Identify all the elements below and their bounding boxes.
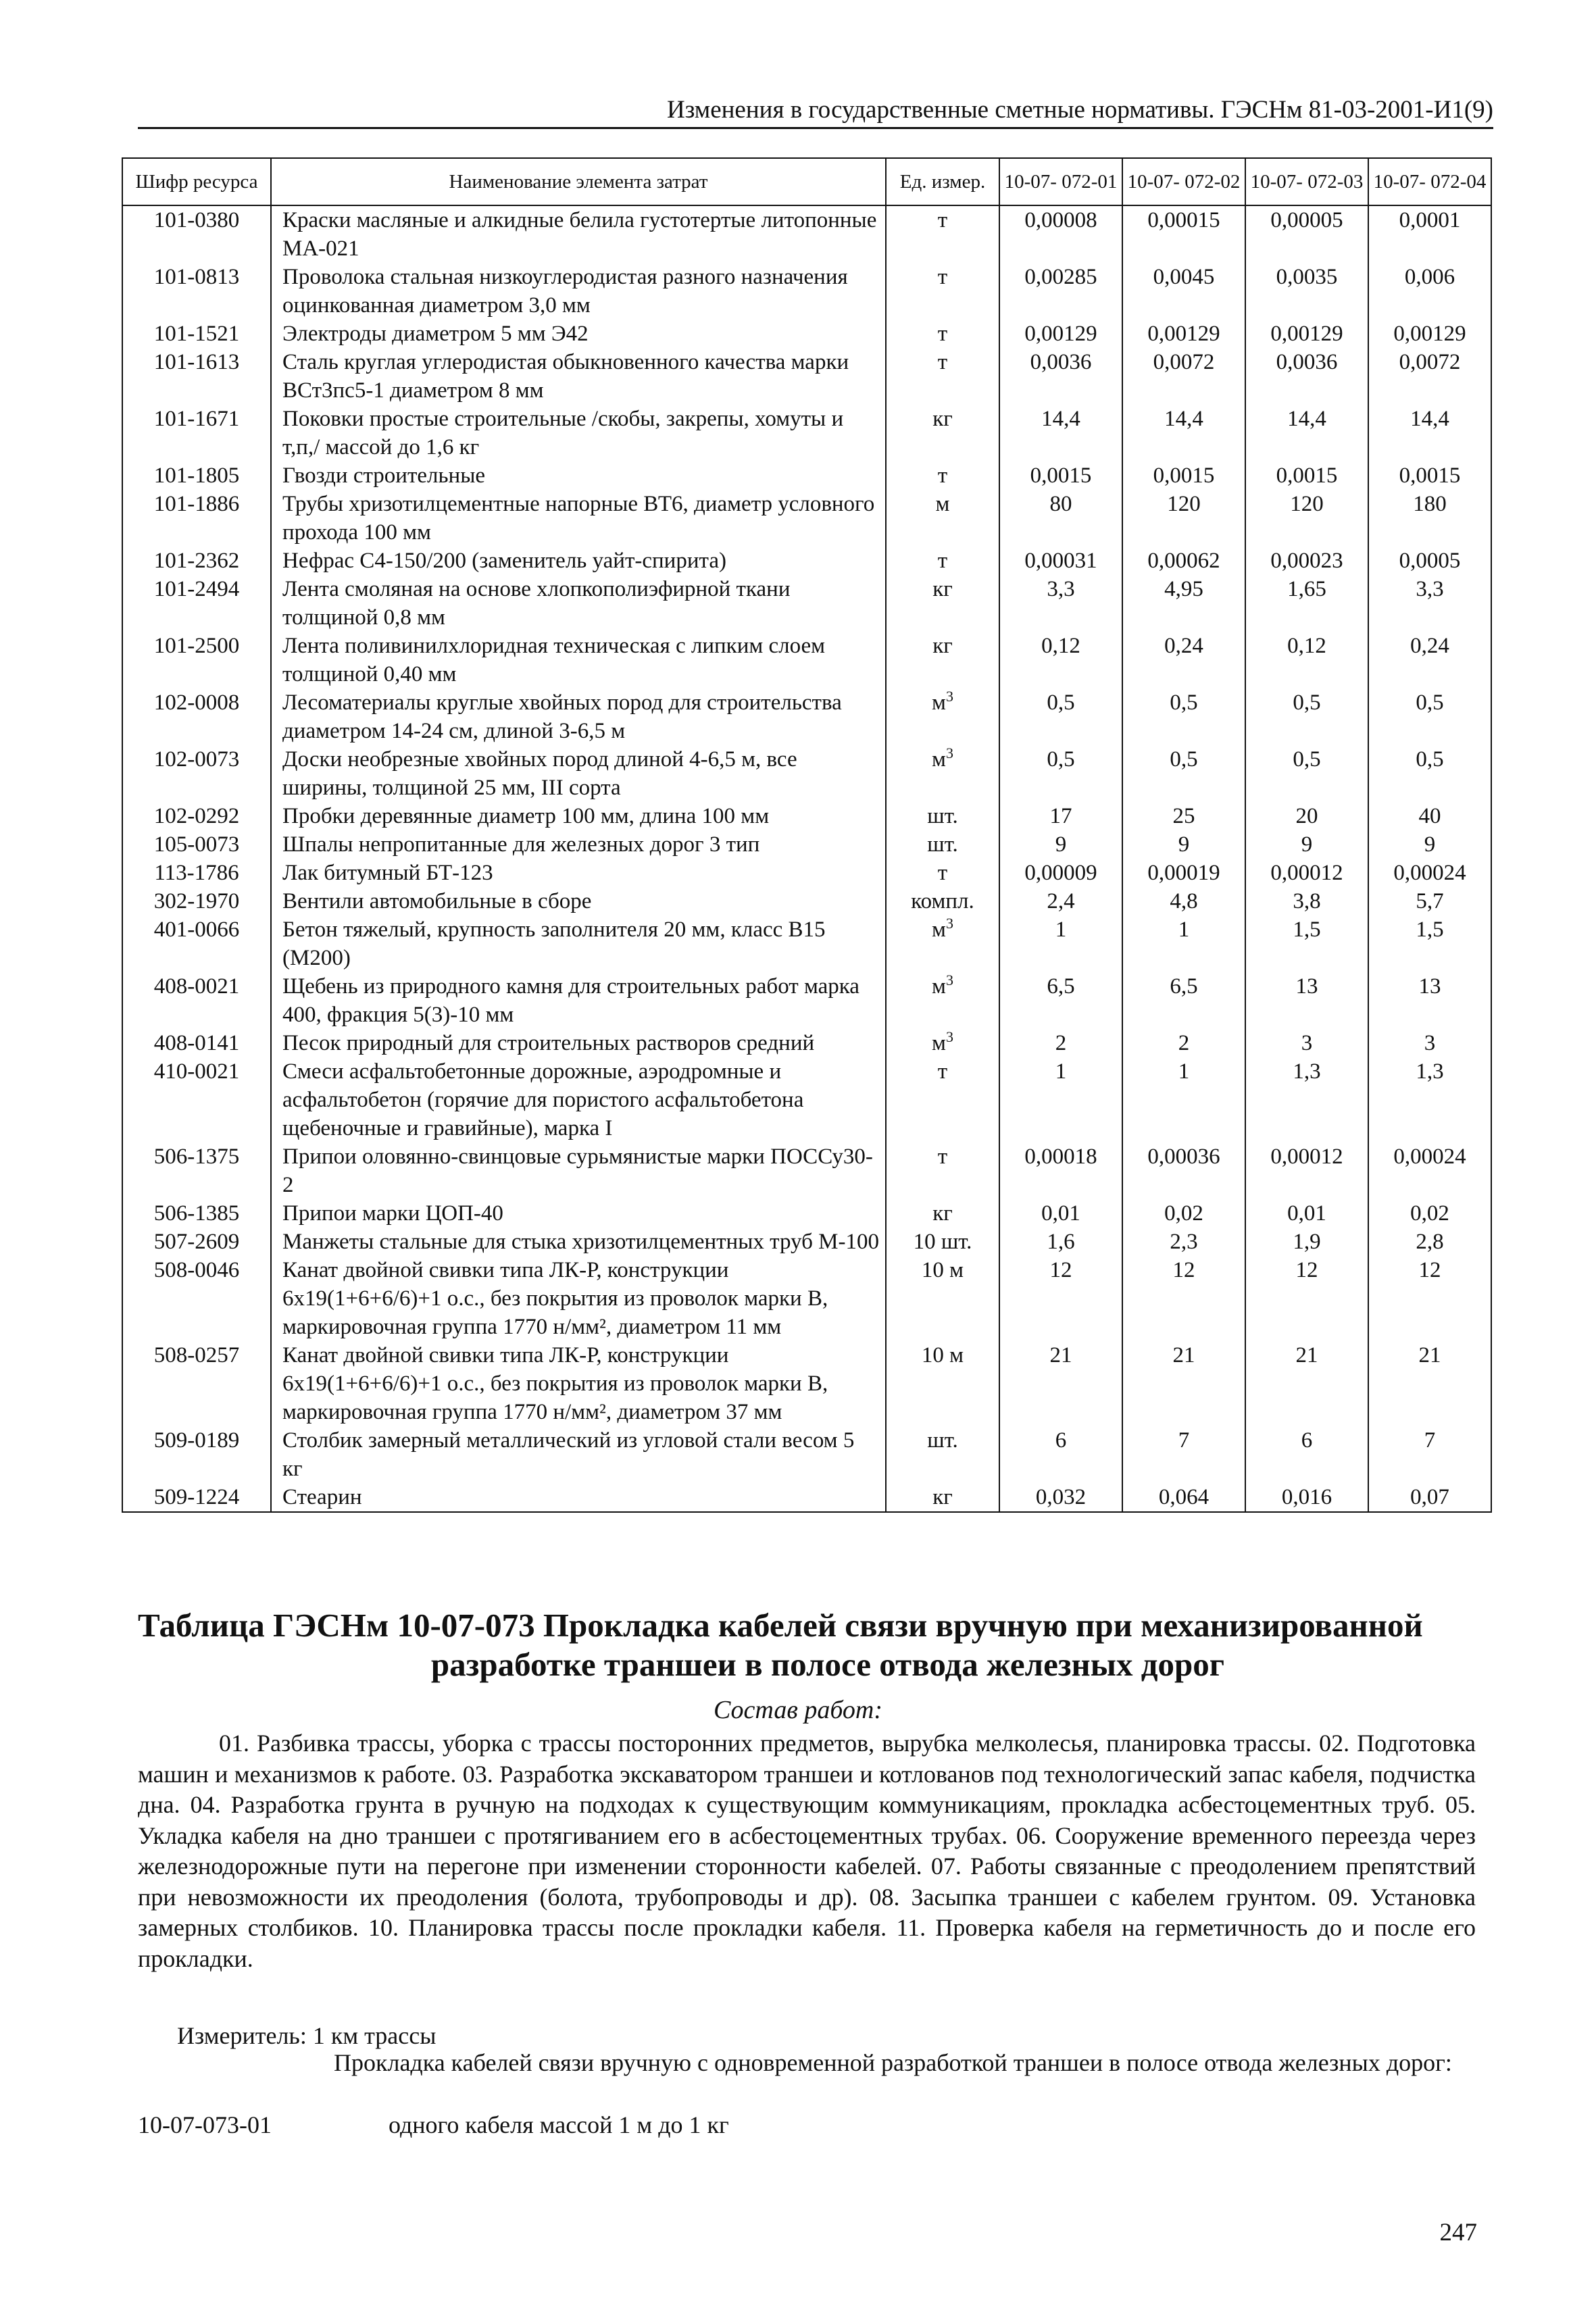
value-072-04: 0,00024 [1368, 1142, 1491, 1199]
value-072-03: 0,01 [1245, 1199, 1368, 1228]
resource-unit: 10 м [886, 1341, 999, 1426]
value-072-02: 0,00062 [1122, 547, 1245, 575]
resource-code: 101-2500 [122, 632, 271, 688]
value-072-03: 3 [1245, 1029, 1368, 1057]
resource-name: Поковки простые строительные /скобы, закрепы, хомуты и т,п,/ массой до 1,6 кг [271, 405, 886, 461]
table-row [122, 490, 1491, 547]
value-072-04: 2,8 [1368, 1228, 1491, 1256]
unit-base: м [932, 1031, 946, 1055]
resource-code: 101-2494 [122, 575, 271, 632]
resource-name: Манжеты стальные для стыка хризотилцементных труб М-100 [271, 1228, 886, 1256]
resource-code: 507-2609 [122, 1228, 271, 1256]
value-072-02: 14,4 [1122, 405, 1245, 461]
meter-line: Измеритель: 1 км трассы [177, 2022, 437, 2049]
resource-code: 408-0021 [122, 972, 271, 1029]
value-072-02: 0,0045 [1122, 263, 1245, 320]
table-row [122, 745, 1491, 802]
table-row [122, 575, 1491, 632]
table-row [122, 205, 1491, 263]
resource-name: Канат двойной свивки типа ЛК-Р, конструкции 6х19(1+6+6/6)+1 о.с., без покрытия из проволок марки В, маркировочная группа 1770 н/мм², диаметром 11 мм [271, 1256, 886, 1341]
value-072-01: 0,5 [999, 688, 1122, 745]
value-072-04: 180 [1368, 490, 1491, 547]
resource-code: 401-0066 [122, 915, 271, 972]
resource-name: Лента смоляная на основе хлопкополиэфирной ткани толщиной 0,8 мм [271, 575, 886, 632]
value-072-03: 14,4 [1245, 405, 1368, 461]
value-072-03: 0,00012 [1245, 859, 1368, 887]
value-072-03: 3,8 [1245, 887, 1368, 915]
work-group-title: Прокладка кабелей связи вручную с одновременной разработкой траншеи в полосе отвода железных дорог: [334, 2049, 1452, 2076]
value-072-03: 6 [1245, 1426, 1368, 1483]
work-item-name: одного кабеля массой 1 м до 1 кг [389, 2111, 729, 2138]
value-072-04: 3,3 [1368, 575, 1491, 632]
value-072-04: 12 [1368, 1256, 1491, 1341]
resource-name: Бетон тяжелый, крупность заполнителя 20 мм, класс В15 (М200) [271, 915, 886, 972]
col-header-code: Шифр ресурса [122, 158, 271, 205]
table-row [122, 1228, 1491, 1256]
resource-unit: кг [886, 1199, 999, 1228]
value-072-03: 120 [1245, 490, 1368, 547]
value-072-01: 17 [999, 802, 1122, 830]
table-row [122, 1199, 1491, 1228]
value-072-03: 21 [1245, 1341, 1368, 1426]
unit-base: м [932, 747, 946, 772]
value-072-02: 1 [1122, 915, 1245, 972]
value-072-01: 2 [999, 1029, 1122, 1057]
table-row [122, 405, 1491, 461]
value-072-04: 1,3 [1368, 1057, 1491, 1142]
resource-unit: 10 м [886, 1256, 999, 1341]
resource-unit: м [886, 490, 999, 547]
value-072-01: 0,01 [999, 1199, 1122, 1228]
value-072-02: 0,00015 [1122, 205, 1245, 263]
resource-unit: т [886, 263, 999, 320]
resource-name: Гвозди строительные [271, 461, 886, 490]
table-header-row [122, 158, 1491, 205]
resource-unit [886, 745, 999, 802]
resource-unit [886, 1029, 999, 1057]
resource-name: Припои марки ЦОП-40 [271, 1199, 886, 1228]
value-072-03: 0,0035 [1245, 263, 1368, 320]
resource-unit: кг [886, 1483, 999, 1512]
value-072-02: 120 [1122, 490, 1245, 547]
value-072-03: 0,00005 [1245, 205, 1368, 263]
resource-name: Нефрас С4-150/200 (заменитель уайт-спирита) [271, 547, 886, 575]
composition-label: Состав работ: [713, 1696, 883, 1724]
resource-code: 101-1805 [122, 461, 271, 490]
table-row [122, 1142, 1491, 1199]
resource-name: Стеарин [271, 1483, 886, 1512]
resource-name: Трубы хризотилцементные напорные ВТ6, диаметр условного прохода 100 мм [271, 490, 886, 547]
resource-name: Сталь круглая углеродистая обыкновенного качества марки ВСт3пс5-1 диаметром 8 мм [271, 348, 886, 405]
col-header-c4: 10-07- 072-04 [1368, 158, 1491, 205]
value-072-04: 0,0072 [1368, 348, 1491, 405]
resource-unit: 10 шт. [886, 1228, 999, 1256]
value-072-02: 7 [1122, 1426, 1245, 1483]
resource-code: 101-2362 [122, 547, 271, 575]
resource-unit: шт. [886, 830, 999, 859]
value-072-02: 0,5 [1122, 745, 1245, 802]
table-row [122, 1057, 1491, 1142]
resource-name: Смеси асфальтобетонные дорожные, аэродромные и асфальтобетон (горячие для пористого асфальтобетона щебеночные и гравийные), марка I [271, 1057, 886, 1142]
value-072-04: 13 [1368, 972, 1491, 1029]
value-072-04: 0,07 [1368, 1483, 1491, 1512]
value-072-03: 12 [1245, 1256, 1368, 1341]
resource-name: Доски необрезные хвойных пород длиной 4-6,5 м, все ширины, толщиной 25 мм, III сорта [271, 745, 886, 802]
unit-superscript: 3 [945, 745, 953, 761]
table-row [122, 461, 1491, 490]
resource-unit [886, 688, 999, 745]
resource-code: 102-0073 [122, 745, 271, 802]
value-072-04: 0,00024 [1368, 859, 1491, 887]
value-072-04: 0,5 [1368, 688, 1491, 745]
value-072-01: 1 [999, 915, 1122, 972]
value-072-01: 0,5 [999, 745, 1122, 802]
value-072-02: 25 [1122, 802, 1245, 830]
table-row [122, 802, 1491, 830]
resource-name: Шпалы непропитанные для железных дорог 3 тип [271, 830, 886, 859]
table-row [122, 1029, 1491, 1057]
table-row [122, 320, 1491, 348]
resource-unit: т [886, 859, 999, 887]
resource-code: 102-0292 [122, 802, 271, 830]
col-header-name: Наименование элемента затрат [271, 158, 886, 205]
resource-unit: кг [886, 405, 999, 461]
resource-name: Электроды диаметром 5 мм Э42 [271, 320, 886, 348]
table-row [122, 348, 1491, 405]
resource-code: 101-1613 [122, 348, 271, 405]
col-header-c3: 10-07- 072-03 [1245, 158, 1368, 205]
resource-code: 509-1224 [122, 1483, 271, 1512]
resource-name: Канат двойной свивки типа ЛК-Р, конструкции 6х19(1+6+6/6)+1 о.с., без покрытия из проволок марки В, маркировочная группа 1770 н/мм², диаметром 37 мм [271, 1341, 886, 1426]
resource-code: 113-1786 [122, 859, 271, 887]
value-072-03: 9 [1245, 830, 1368, 859]
value-072-02: 0,24 [1122, 632, 1245, 688]
resource-name: Песок природный для строительных растворов средний [271, 1029, 886, 1057]
resource-code: 101-0813 [122, 263, 271, 320]
unit-superscript: 3 [945, 688, 953, 705]
value-072-04: 0,02 [1368, 1199, 1491, 1228]
resource-code: 508-0257 [122, 1341, 271, 1426]
resource-name: Лесоматериалы круглые хвойных пород для строительства диаметром 14-24 см, длиной 3-6,5 м [271, 688, 886, 745]
resource-code: 102-0008 [122, 688, 271, 745]
value-072-04: 0,5 [1368, 745, 1491, 802]
value-072-04: 0,0015 [1368, 461, 1491, 490]
value-072-01: 0,00009 [999, 859, 1122, 887]
value-072-04: 7 [1368, 1426, 1491, 1483]
unit-superscript: 3 [945, 972, 953, 988]
value-072-01: 0,12 [999, 632, 1122, 688]
resource-name: Лак битумный БТ-123 [271, 859, 886, 887]
resource-code: 105-0073 [122, 830, 271, 859]
resource-code: 101-1886 [122, 490, 271, 547]
resource-unit: компл. [886, 887, 999, 915]
value-072-03: 20 [1245, 802, 1368, 830]
value-072-02: 0,0015 [1122, 461, 1245, 490]
value-072-04: 0,24 [1368, 632, 1491, 688]
resource-unit [886, 972, 999, 1029]
table-title-line2: разработке траншеи в полосе отвода железных дорог [430, 1646, 1225, 1683]
value-072-04: 0,006 [1368, 263, 1491, 320]
resource-code: 506-1385 [122, 1199, 271, 1228]
value-072-01: 0,032 [999, 1483, 1122, 1512]
value-072-01: 80 [999, 490, 1122, 547]
value-072-01: 0,0015 [999, 461, 1122, 490]
table-row [122, 830, 1491, 859]
value-072-04: 5,7 [1368, 887, 1491, 915]
resource-unit: т [886, 1142, 999, 1199]
value-072-04: 0,0005 [1368, 547, 1491, 575]
value-072-01: 3,3 [999, 575, 1122, 632]
value-072-02: 12 [1122, 1256, 1245, 1341]
value-072-01: 6,5 [999, 972, 1122, 1029]
value-072-02: 0,00036 [1122, 1142, 1245, 1199]
resource-name: Вентили автомобильные в сборе [271, 887, 886, 915]
value-072-04: 21 [1368, 1341, 1491, 1426]
value-072-01: 2,4 [999, 887, 1122, 915]
value-072-04: 1,5 [1368, 915, 1491, 972]
value-072-01: 0,00008 [999, 205, 1122, 263]
value-072-01: 21 [999, 1341, 1122, 1426]
resource-code: 506-1375 [122, 1142, 271, 1199]
value-072-02: 9 [1122, 830, 1245, 859]
resource-unit [886, 915, 999, 972]
value-072-03: 0,0036 [1245, 348, 1368, 405]
unit-base: м [932, 690, 946, 715]
value-072-04: 0,00129 [1368, 320, 1491, 348]
table-row [122, 859, 1491, 887]
value-072-03: 0,016 [1245, 1483, 1368, 1512]
value-072-03: 0,5 [1245, 745, 1368, 802]
resource-unit: т [886, 205, 999, 263]
value-072-03: 0,00129 [1245, 320, 1368, 348]
table-row [122, 1341, 1491, 1426]
table-row [122, 972, 1491, 1029]
value-072-01: 9 [999, 830, 1122, 859]
table-title-line1: Таблица ГЭСНм 10-07-073 Прокладка кабелей связи вручную при механизированной [138, 1607, 1423, 1644]
value-072-03: 0,0015 [1245, 461, 1368, 490]
value-072-04: 40 [1368, 802, 1491, 830]
value-072-01: 0,00031 [999, 547, 1122, 575]
value-072-03: 1,65 [1245, 575, 1368, 632]
unit-base: м [932, 974, 946, 999]
resource-name: Краски масляные и алкидные белила густотертые литопонные МА-021 [271, 205, 886, 263]
value-072-03: 0,12 [1245, 632, 1368, 688]
resource-code: 408-0141 [122, 1029, 271, 1057]
value-072-04: 9 [1368, 830, 1491, 859]
value-072-02: 1 [1122, 1057, 1245, 1142]
value-072-02: 0,0072 [1122, 348, 1245, 405]
table-row [122, 263, 1491, 320]
resource-unit: т [886, 547, 999, 575]
col-header-c2: 10-07- 072-02 [1122, 158, 1245, 205]
value-072-02: 4,95 [1122, 575, 1245, 632]
resource-name: Лента поливинилхлоридная техническая с липким слоем толщиной 0,40 мм [271, 632, 886, 688]
table-row [122, 547, 1491, 575]
work-item-code: 10-07-073-01 [138, 2111, 272, 2138]
resource-code: 101-1671 [122, 405, 271, 461]
running-header: Изменения в государственные сметные нормативы. ГЭСНм 81-03-2001-И1(9) [138, 95, 1493, 129]
resource-code: 410-0021 [122, 1057, 271, 1142]
table-row [122, 1483, 1491, 1512]
value-072-02: 2 [1122, 1029, 1245, 1057]
resource-name: Проволока стальная низкоуглеродистая разного назначения оцинкованная диаметром 3,0 мм [271, 263, 886, 320]
resource-unit: кг [886, 632, 999, 688]
resource-name: Пробки деревянные диаметр 100 мм, длина 100 мм [271, 802, 886, 830]
value-072-04: 3 [1368, 1029, 1491, 1057]
value-072-01: 12 [999, 1256, 1122, 1341]
value-072-02: 0,064 [1122, 1483, 1245, 1512]
value-072-02: 2,3 [1122, 1228, 1245, 1256]
resource-unit: т [886, 461, 999, 490]
value-072-01: 14,4 [999, 405, 1122, 461]
resource-name: Столбик замерный металлический из угловой стали весом 5 кг [271, 1426, 886, 1483]
value-072-02: 4,8 [1122, 887, 1245, 915]
value-072-01: 0,00018 [999, 1142, 1122, 1199]
value-072-02: 6,5 [1122, 972, 1245, 1029]
resource-unit: т [886, 348, 999, 405]
value-072-03: 0,5 [1245, 688, 1368, 745]
value-072-02: 0,5 [1122, 688, 1245, 745]
table-row [122, 915, 1491, 972]
resource-code: 101-1521 [122, 320, 271, 348]
resource-table [122, 157, 1492, 1513]
value-072-01: 0,0036 [999, 348, 1122, 405]
resource-code: 509-0189 [122, 1426, 271, 1483]
value-072-02: 0,00019 [1122, 859, 1245, 887]
unit-base: м [932, 917, 946, 942]
unit-superscript: 3 [945, 1028, 953, 1045]
value-072-01: 6 [999, 1426, 1122, 1483]
value-072-02: 21 [1122, 1341, 1245, 1426]
resource-code: 508-0046 [122, 1256, 271, 1341]
value-072-03: 0,00023 [1245, 547, 1368, 575]
resource-unit: кг [886, 575, 999, 632]
page-number: 247 [1439, 2219, 1477, 2246]
value-072-03: 0,00012 [1245, 1142, 1368, 1199]
value-072-03: 1,9 [1245, 1228, 1368, 1256]
table-title [128, 1606, 1480, 1684]
resource-name: Припои оловянно-свинцовые сурьмянистые марки ПОССу30-2 [271, 1142, 886, 1199]
resource-unit: т [886, 320, 999, 348]
resource-code: 302-1970 [122, 887, 271, 915]
value-072-03: 1,5 [1245, 915, 1368, 972]
resource-code: 101-0380 [122, 205, 271, 263]
table-row [122, 1256, 1491, 1341]
value-072-02: 0,02 [1122, 1199, 1245, 1228]
value-072-01: 0,00285 [999, 263, 1122, 320]
col-header-unit: Ед. измер. [886, 158, 999, 205]
value-072-01: 1,6 [999, 1228, 1122, 1256]
value-072-04: 14,4 [1368, 405, 1491, 461]
value-072-01: 0,00129 [999, 320, 1122, 348]
table-row [122, 688, 1491, 745]
value-072-04: 0,0001 [1368, 205, 1491, 263]
table-row [122, 1426, 1491, 1483]
value-072-03: 13 [1245, 972, 1368, 1029]
resource-unit: т [886, 1057, 999, 1142]
value-072-01: 1 [999, 1057, 1122, 1142]
work-description: 01. Разбивка трассы, уборка с трассы посторонних предметов, вырубка мелколесья, планировка трассы. 02. Подготовка машин и механизмов к работе. 03. Разработка экскаватором траншеи и котлованов под технологический запас кабеля, подчистка дна. 04. Разработка грунта в ручную на подходах к существующим коммуникациям, прокладка асбестоцементных труб. 05. Укладка кабеля на дно траншеи с протягиванием его в асбестоцементных трубах. 06. Сооружение временного переезда через железнодорожные пути на перегоне при изменении сторонности кабелей. 07. Работы связанные с преодолением препятствий при невозможности их преодоления (болота, трубопроводы и др). 08. Засыпка траншеи с кабелем грунтом. 09. Установка замерных столбиков. 10. Планировка трассы после прокладки кабеля. 11. Проверка кабеля на герметичность до и после его прокладки. [138, 1730, 1476, 1972]
resource-name: Щебень из природного камня для строительных работ марка 400, фракция 5(3)-10 мм [271, 972, 886, 1029]
table-row [122, 632, 1491, 688]
table-row [122, 887, 1491, 915]
table-body [122, 205, 1491, 1512]
unit-superscript: 3 [945, 915, 953, 932]
resource-unit: шт. [886, 1426, 999, 1483]
col-header-c1: 10-07- 072-01 [999, 158, 1122, 205]
value-072-02: 0,00129 [1122, 320, 1245, 348]
value-072-03: 1,3 [1245, 1057, 1368, 1142]
resource-unit: шт. [886, 802, 999, 830]
